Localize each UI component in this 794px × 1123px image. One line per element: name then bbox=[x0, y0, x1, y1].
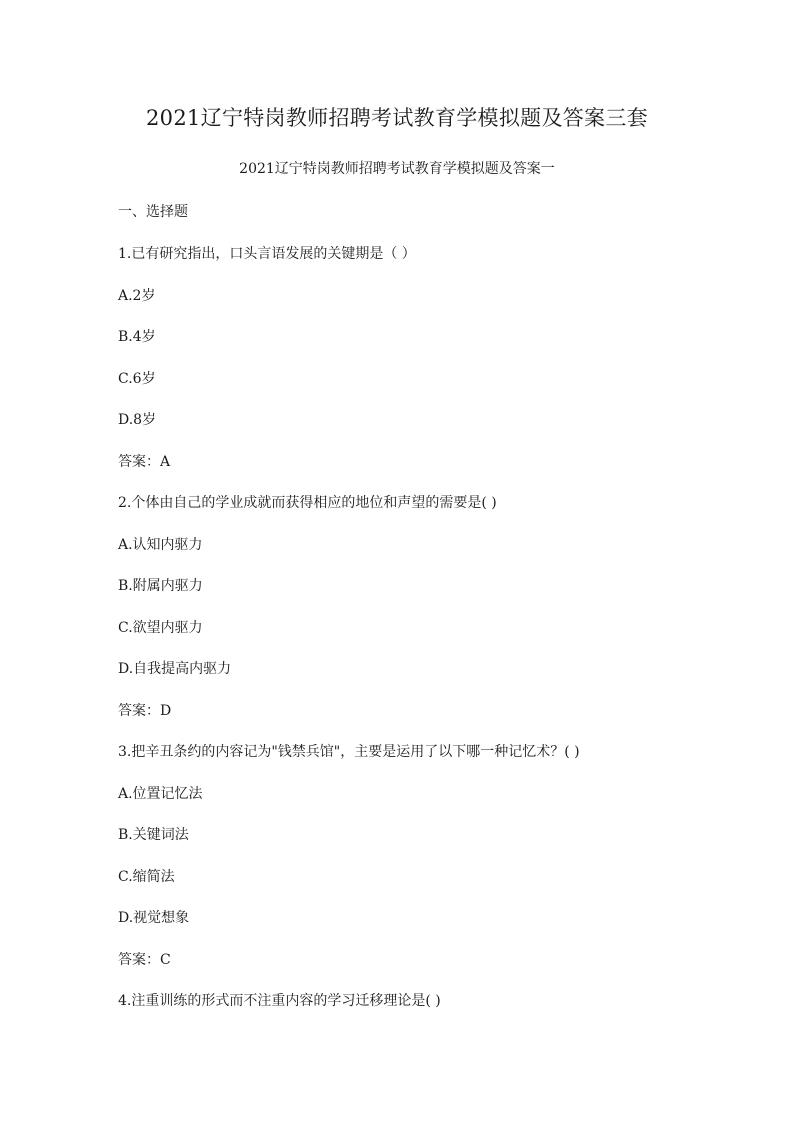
question-3-answer: 答案：C bbox=[118, 952, 171, 968]
question-3-option-c: C.缩简法 bbox=[118, 869, 175, 885]
question-1-answer: 答案：A bbox=[118, 454, 171, 470]
document-subtitle: 2021辽宁特岗教师招聘考试教育学模拟题及答案一 bbox=[239, 161, 555, 177]
question-1-option-b: B.4岁 bbox=[118, 329, 156, 345]
question-2-option-b: B.附属内驱力 bbox=[118, 578, 203, 594]
question-3-option-d: D.视觉想象 bbox=[118, 910, 190, 926]
document-title: 2021辽宁特岗教师招聘考试教育学模拟题及答案三套 bbox=[146, 106, 648, 130]
question-1-option-a: A.2岁 bbox=[118, 288, 156, 304]
question-3-option-a: A.位置记忆法 bbox=[118, 786, 203, 802]
question-2-option-c: C.欲望内驱力 bbox=[118, 620, 203, 636]
question-1-stem: 1.已有研究指出，口头言语发展的关键期是（ ） bbox=[118, 246, 416, 262]
question-2-option-d: D.自我提高内驱力 bbox=[118, 661, 232, 677]
question-3-option-b: B.关键词法 bbox=[118, 827, 189, 843]
question-2-stem: 2.个体由自己的学业成就而获得相应的地位和声望的需要是( ) bbox=[118, 495, 497, 511]
section-heading: 一、选择题 bbox=[118, 204, 188, 220]
question-1-option-d: D.8岁 bbox=[118, 412, 157, 428]
question-1-option-c: C.6岁 bbox=[118, 371, 156, 387]
question-2-answer: 答案：D bbox=[118, 703, 172, 719]
question-4-stem: 4.注重训练的形式而不注重内容的学习迁移理论是( ) bbox=[118, 993, 441, 1009]
question-3-stem: 3.把辛丑条约的内容记为"钱禁兵馆"，主要是运用了以下哪一种记忆术？( ) bbox=[118, 744, 580, 760]
question-2-option-a: A.认知内驱力 bbox=[118, 537, 203, 553]
